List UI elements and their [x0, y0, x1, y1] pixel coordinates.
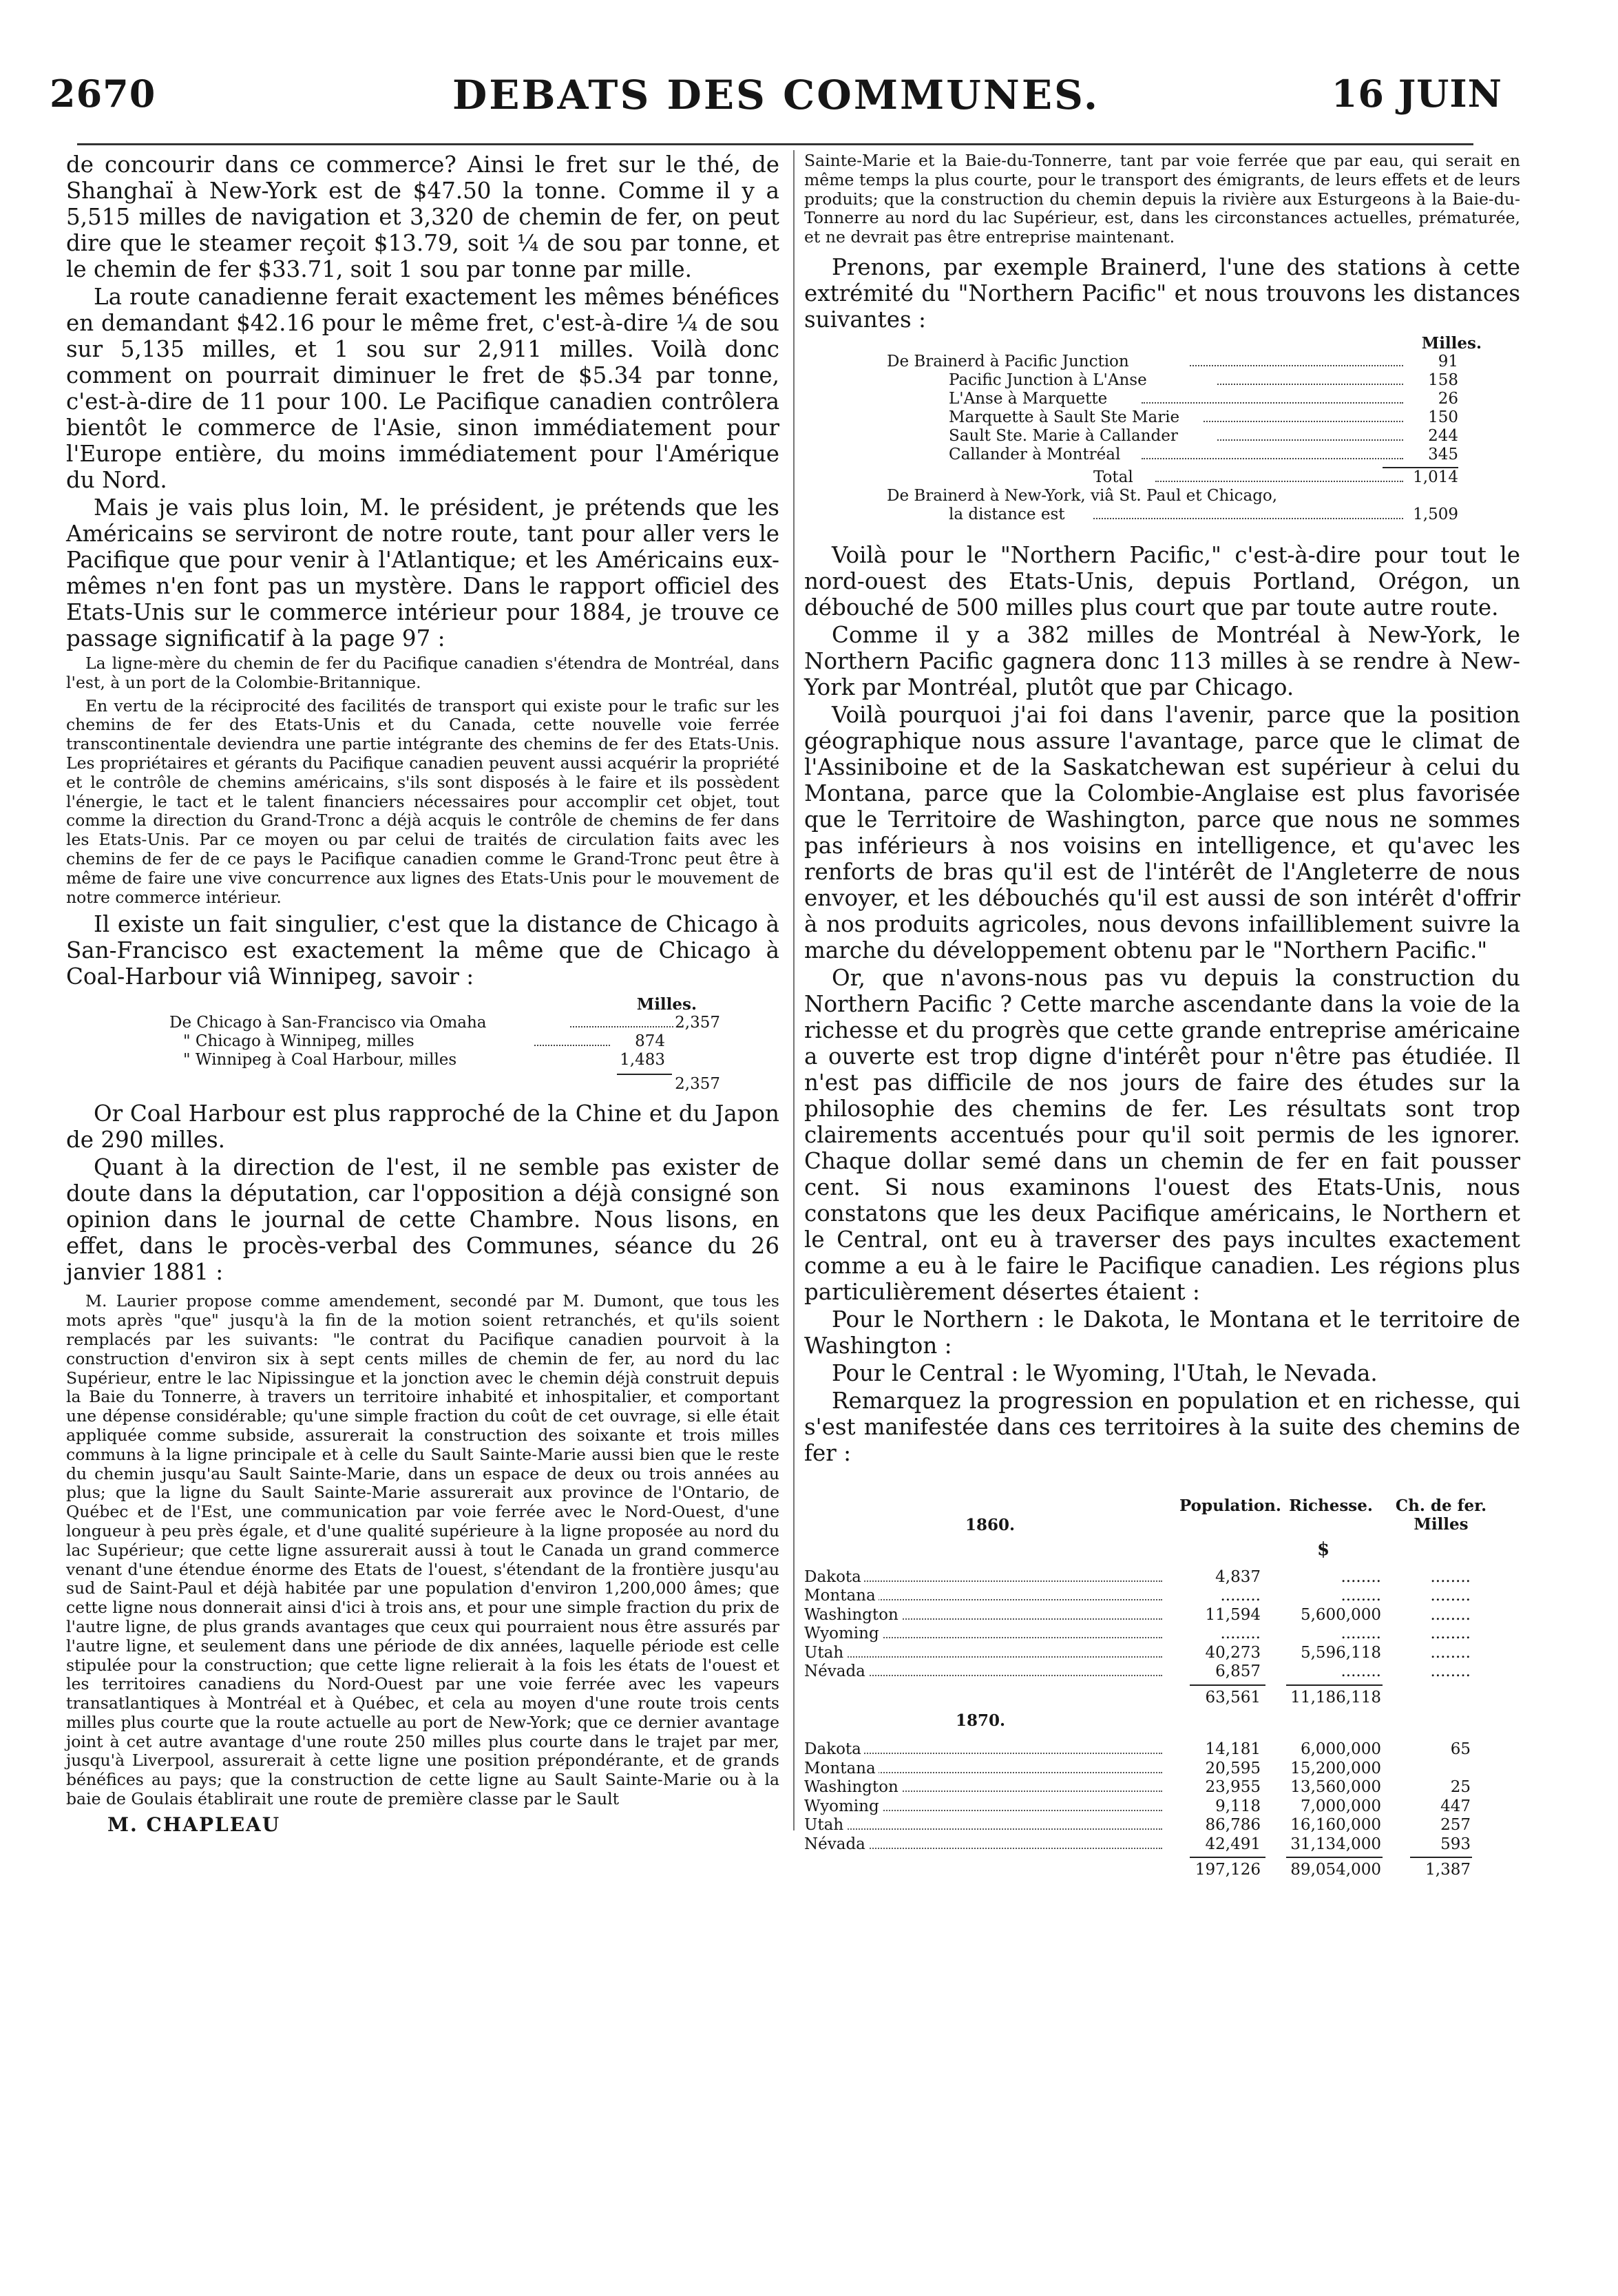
unit-label: Milles. — [636, 995, 697, 1014]
table-row — [804, 1625, 1520, 1644]
distance-value: 1,483 — [620, 1051, 665, 1069]
railway-miles-value: 447 — [1402, 1797, 1471, 1817]
quote-paragraph: En vertu de la réciprocité des facilités de transport qui existe pour le trafic sur les chemins de fer des Etats-Unis et du Canada, cette nouvelle voie ferrée transcontinentale deviendra une partie intégrante des chemins de fer des Etats-Unis. Les propriétaires et gérants du Pacifique canadien peuvent aussi acquérir la propriété et le contrôle de chemins américains, s'ils sont disposés à le faire et ils possèdent l'énergie, le tact et le talent financiers nécessaires pour accomplir cet objet, tout comme la direction du Grand-Tronc a déjà acquis le contrôle de chemins de fer dans les Etats-Unis. Par ce moyen ou par celui de traités de circulation faits avec les chemins de fer de ce pays le Pacifique canadien comme le Grand-Tronc peut être à même de faire une vive concurrence aux lignes des Etats-Unis pour le mouvement de notre commerce intérieur. — [66, 696, 779, 907]
table-row — [804, 1816, 1520, 1835]
population-value: 20,595 — [1173, 1760, 1261, 1779]
total-row-1870 — [804, 1861, 1520, 1880]
railway-miles-value: ........ — [1402, 1568, 1471, 1587]
currency-row — [804, 1538, 1520, 1568]
railway-miles-value: 257 — [1402, 1816, 1471, 1835]
quote-paragraph: Sainte-Marie et la Baie-du-Tonnerre, tant par voie ferrée que par eau, qui serait en même temps la plus courte, pour le transport des émigrants, de leurs effets et de leurs produits; que la construction du chemin depuis la rivière aux Esturgeons à la Baie-du-Tonnerre au nord du lac Supérieur, est, dans les circonstances actuelles, prématurée, et ne devrait pas être entreprise maintenant. — [804, 151, 1520, 247]
year-row-1870 — [804, 1707, 1520, 1735]
paragraph: Voilà pourquoi j'ai foi dans l'avenir, parce que la position géographique nous assure l'avantage, parce que le climat de l'Assiniboine et de la Saskatchewan est supérieur à celui du Montana, parce que la Colombie-Anglaise est plus favorisée que le Territoire de Washington, parce que nous ne sommes pas inférieurs à nos voisins en intelligence, et qu'avec les renforts de bras qu'il est de l'intérêt de l'Angleterre de nous envoyer, et les débouchés qu'il est aussi de son intérêt d'offrir à nos produits agricoles, nous devons infailliblement suivre la marche du développement obtenu par le "Northern Pacific." — [804, 701, 1520, 963]
quote-paragraph: M. Laurier propose comme amendement, secondé par M. Dumont, que tous les mots après "que" jusqu'à la fin de la motion soient retranchés, et qu'ils soient remplacés par les suivants: "le contrat du Pacifique canadien pourvoit à la construction d'environ six à sept cents milles de chemin de fer, au nord du lac Supérieur, entre le lac Nipissingue et la jonction avec le chemin déjà construit depuis la Baie du Tonnerre, à travers un territoire inhabité et inhospitalier, et comportant une dépense considérable; qu'une simple fraction du coût de cet ouvrage, si elle était appliquée comme subside, assurerait la construction des soixante et trois milles communs à la ligne principale et à celle du Sault Sainte-Marie aussi bien que le reste du chemin jusqu'au Sault Sainte-Marie, dans un espace de deux ou trois années au plus; que la ligne du Sault Sainte-Marie assurerait aux province de l'Ontario, de Québec et de l'Est, une communication par voie ferrée avec le Nord-Ouest, d'une longueur à peu près égale, et d'une qualité supérieure à la ligne proposée au nord du lac Supérieur; que cette ligne assurerait aussi à tout le Canada un grand commerce venant d'une étendue énorme des Etats de l'ouest, s'étendant de la frontière jusqu'au sud de Saint-Paul et déjà habitée par une population d'environ 1,200,000 âmes; que cette ligne nous donnerait ainsi d'ici à trois ans, et pour une simple fraction du prix de l'autre ligne, de plus grands avantages que ceux qui pourraient nous être assurés par l'autre ligne, et seulement dans une période de dix années, laquelle période est celle stipulée pour la construction; que cette ligne relierait à la fois les états de l'ouest et les territoires canadiens du Nord-Ouest par une voie ferrée avec les vapeurs transatlantiques à Montréal et à Québec, et cela au moyen d'une route trois cents milles plus courte que la route actuelle au port de New-York; que ce dernier avantage joint à cet autre avantage d'une route 250 milles plus courte dans le trajet par mer, jusqu'à Liverpool, assurerait à cette ligne une position prépondérante, et de grands bénéfices au pays; que la construction de cette ligne au Sault Sainte-Marie ou à la baie de Goulais établirait une route de première classe par le Sault — [66, 1291, 779, 1809]
wealth-value: 7,000,000 — [1272, 1797, 1381, 1817]
wealth-value: 31,134,000 — [1272, 1835, 1381, 1855]
distance-table-chicago — [66, 995, 779, 1094]
paragraph: de concourir dans ce commerce? Ainsi le fret sur le thé, de Shanghaï à New-York est de $47.50 la tonne. Comme il y a 5,515 milles de navigation et 3,320 de chemin de fer, on peut dire que le steamer reçoit $13.79, soit ¼ de sou par tonne, et le chemin de fer $33.71, soit 1 sou par tonne par mille. — [66, 152, 779, 282]
state-name: Wyoming — [804, 1625, 882, 1644]
table-row — [804, 1587, 1520, 1606]
population-value: 40,273 — [1173, 1644, 1261, 1663]
state-name: Névada — [804, 1835, 868, 1855]
state-name: Wyoming — [804, 1797, 882, 1817]
wealth-value: 15,200,000 — [1272, 1760, 1381, 1779]
distance-value: 1,509 — [1413, 505, 1458, 523]
distance-label: Sault Ste. Marie à Callander — [949, 426, 1178, 445]
column-divider — [793, 150, 795, 1830]
column-header-railway-miles: Ch. de fer. Milles — [1395, 1496, 1487, 1534]
paragraph: Il existe un fait singulier, c'est que la distance de Chicago à San-Francisco est exactement la même que de Chicago à Coal-Harbour viâ Winnipeg, savoir : — [66, 911, 779, 990]
distance-label: " Winnipeg à Coal Harbour, milles — [183, 1051, 457, 1069]
distance-row — [804, 446, 1520, 464]
right-column — [804, 152, 1520, 1880]
wealth-value: ........ — [1272, 1587, 1381, 1606]
wealth-value: ........ — [1272, 1662, 1381, 1682]
rows-1870 — [804, 1740, 1520, 1854]
paragraph: La route canadienne ferait exactement les mêmes bénéfices en demandant $42.16 pour le même fret, c'est-à-dire ¼ de sou sur 5,135 milles, et 1 sou sur 2,911 milles. Voilà donc comment on pourrait diminuer le fret de $5.34 par tonne, c'est-à-dire de 11 pour 100. Le Pacifique canadien contrôlera bientôt le commerce de l'Asie, sinon immédiatement pour l'Europe entière, du moins immédiatement pour l'Amérique du Nord. — [66, 284, 779, 493]
railway-miles-value: 593 — [1402, 1835, 1471, 1855]
distance-total-row — [804, 468, 1520, 487]
state-name: Dakota — [804, 1568, 864, 1587]
distance-row — [804, 427, 1520, 446]
total-population: 197,126 — [1173, 1861, 1261, 1880]
rows-1860 — [804, 1568, 1520, 1682]
distance-value: 91 — [1438, 352, 1458, 371]
population-value: 14,181 — [1173, 1740, 1261, 1760]
distance-row — [804, 371, 1520, 390]
distance-label: " Chicago à Winnipeg, milles — [183, 1032, 414, 1051]
table-row — [804, 1760, 1520, 1779]
paragraph: Comme il y a 382 milles de Montréal à New-York, le Northern Pacific gagnera donc 113 milles à se rendre à New-York par Montréal, plutôt que par Chicago. — [804, 621, 1520, 700]
distance-row — [804, 353, 1520, 371]
table-row — [804, 1835, 1520, 1855]
table-row — [804, 1644, 1520, 1663]
distance-label: De Chicago à San-Francisco via Omaha — [169, 1014, 487, 1032]
total-wealth: 89,054,000 — [1272, 1861, 1381, 1880]
distance-total: 1,014 — [1413, 468, 1458, 486]
distance-row — [804, 505, 1520, 524]
page-title: DEBATS DES COMMUNES. — [452, 72, 1100, 118]
wealth-value: 16,160,000 — [1272, 1816, 1381, 1835]
total-railway-miles: 1,387 — [1402, 1861, 1471, 1880]
paragraph: Pour le Central : le Wyoming, l'Utah, le Nevada. — [832, 1359, 1378, 1386]
paragraph: Or, que n'avons-nous pas vu depuis la construction du Northern Pacific ? Cette marche ascendante dans la voie de la richesse et du progrès que cette grande entreprise américaine a ouverte est trop digne d'intérêt pour n'être pas étudiée. Il n'est pas difficile de nos jours de faire des études sur la philosophie des chemins de fer. Les résultats sont trop clairements accentués pour qu'il soit permis de les ignorer. Chaque dollar semé dans un chemin de fer en fait pousser cent. Si nous examinons l'ouest des Etats-Unis, nous constatons que les deux Pacifique américains, le Northern et le Central, ont eu à traverser des pays incultes exactement comme a eu à le faire le Pacifique canadien. Les régions plus particulièrement désertes étaient : — [804, 964, 1520, 1305]
column-header-year: 1860. — [965, 1515, 1016, 1534]
railway-miles-value: ........ — [1402, 1644, 1471, 1663]
population-wealth-table — [804, 1491, 1520, 1880]
page-header — [50, 72, 1502, 135]
distance-label: Marquette à Sault Ste Marie — [949, 408, 1180, 426]
table-row — [804, 1662, 1520, 1682]
railway-miles-value: ........ — [1402, 1625, 1471, 1644]
table-header — [804, 1491, 1520, 1541]
table-row — [804, 1778, 1520, 1797]
population-value: 4,837 — [1173, 1568, 1261, 1587]
population-value: 42,491 — [1173, 1835, 1261, 1855]
page-number: 2670 — [50, 72, 156, 116]
wealth-value: 6,000,000 — [1272, 1740, 1381, 1760]
currency-symbol: $ — [1317, 1538, 1330, 1560]
distance-total: 2,357 — [675, 1075, 720, 1094]
distance-row — [66, 1051, 779, 1069]
population-value: 11,594 — [1173, 1606, 1261, 1625]
paragraph: Pour le Northern : le Dakota, le Montana et le territoire de Washington : — [804, 1306, 1520, 1359]
distance-value: 345 — [1428, 445, 1458, 463]
distance-row — [804, 487, 1520, 505]
total-row-1860 — [804, 1689, 1520, 1708]
population-value: 6,857 — [1173, 1662, 1261, 1682]
total-wealth: 11,186,118 — [1272, 1689, 1381, 1708]
population-value: 23,955 — [1173, 1778, 1261, 1797]
state-name: Utah — [804, 1644, 846, 1663]
distance-row — [66, 1032, 779, 1051]
distance-total-label: Total — [1093, 468, 1133, 486]
total-population: 63,561 — [1173, 1689, 1261, 1708]
table-row — [804, 1606, 1520, 1625]
railway-miles-value: ........ — [1402, 1587, 1471, 1606]
wealth-value: ........ — [1272, 1625, 1381, 1644]
paragraph: Voilà pour le "Northern Pacific," c'est-à-dire pour tout le nord-ouest des Etats-Unis, depuis Portland, Orégon, un débouché de 500 milles plus court que par toute autre route. — [804, 541, 1520, 620]
distance-label: Pacific Junction à L'Anse — [949, 371, 1147, 389]
distance-label: la distance est — [949, 505, 1065, 523]
distance-table-brainerd — [804, 334, 1520, 524]
quote-paragraph: La ligne-mère du chemin de fer du Pacifique canadien s'étendra de Montréal, dans l'est, à un port de la Colombie-Britannique. — [66, 654, 779, 692]
railway-miles-value: 65 — [1402, 1740, 1471, 1760]
distance-label: L'Anse à Marquette — [949, 389, 1108, 408]
distance-row — [66, 1014, 779, 1032]
paragraph: Mais je vais plus loin, M. le président, je prétends que les Américains se serviront de notre route, tant pour aller vers le Pacifique que pour venir à l'Atlantique; et les Américains eux-mêmes n'en font pas un mystère. Dans le rapport officiel des Etats-Unis sur le commerce intérieur pour 1884, je trouve ce passage significatif à la page 97 : — [66, 494, 779, 651]
railway-miles-value: ........ — [1402, 1606, 1471, 1625]
population-value: ........ — [1173, 1625, 1261, 1644]
distance-value: 874 — [635, 1032, 665, 1051]
state-name: Dakota — [804, 1740, 864, 1760]
table-row — [804, 1740, 1520, 1760]
page-date: 16 JUIN — [1331, 72, 1502, 116]
wealth-value: 5,600,000 — [1272, 1606, 1381, 1625]
paragraph: Or Coal Harbour est plus rapproché de la Chine et du Japon de 290 milles. — [66, 1100, 779, 1154]
distance-value: 150 — [1428, 408, 1458, 426]
header-rule — [77, 143, 1473, 145]
paragraph: Remarquez la progression en population et en richesse, qui s'est manifestée dans ces territoires à la suite des chemins de fer : — [804, 1387, 1520, 1466]
state-name: Washington — [804, 1606, 901, 1625]
distance-row — [804, 390, 1520, 408]
speaker-name: M. CHAPLEAU — [107, 1813, 281, 1836]
wealth-value: 13,560,000 — [1272, 1778, 1381, 1797]
left-column — [66, 152, 779, 1836]
column-header-wealth: Richesse. — [1289, 1496, 1373, 1515]
distance-label: De Brainerd à New-York, viâ St. Paul et Chicago, — [887, 486, 1278, 505]
column-header-population: Population. — [1179, 1496, 1281, 1515]
wealth-value: ........ — [1272, 1568, 1381, 1587]
distance-value: 158 — [1428, 371, 1458, 389]
distance-total-row — [66, 1075, 779, 1094]
population-value: 86,786 — [1173, 1816, 1261, 1835]
railway-miles-value: ........ — [1402, 1662, 1471, 1682]
state-name: Montana — [804, 1587, 879, 1606]
state-name: Névada — [804, 1662, 868, 1682]
table-row — [804, 1797, 1520, 1817]
population-value: ........ — [1173, 1587, 1261, 1606]
unit-label: Milles. — [1421, 333, 1482, 353]
distance-value: 2,357 — [675, 1014, 720, 1032]
state-name: Montana — [804, 1760, 879, 1779]
distance-value: 26 — [1438, 389, 1458, 408]
table-row — [804, 1568, 1520, 1587]
population-value: 9,118 — [1173, 1797, 1261, 1817]
state-name: Utah — [804, 1816, 846, 1835]
year-label: 1870. — [956, 1711, 1006, 1731]
distance-label: Callander à Montréal — [949, 445, 1121, 463]
wealth-value: 5,596,118 — [1272, 1644, 1381, 1663]
paragraph: Quant à la direction de l'est, il ne semble pas exister de doute dans la députation, car l'opposition a déjà consigné son opinion dans le journal de cette Chambre. Nous lisons, en effet, dans le procès-verbal des Communes, séance du 26 janvier 1881 : — [66, 1154, 779, 1286]
distance-row — [804, 408, 1520, 427]
distance-label: De Brainerd à Pacific Junction — [887, 352, 1129, 371]
railway-miles-value: 25 — [1402, 1778, 1471, 1797]
state-name: Washington — [804, 1778, 901, 1797]
paragraph: Prenons, par exemple Brainerd, l'une des stations à cette extrémité du "Northern Pacific" et nous trouvons les distances suivantes : — [804, 253, 1520, 333]
distance-value: 244 — [1428, 426, 1458, 445]
